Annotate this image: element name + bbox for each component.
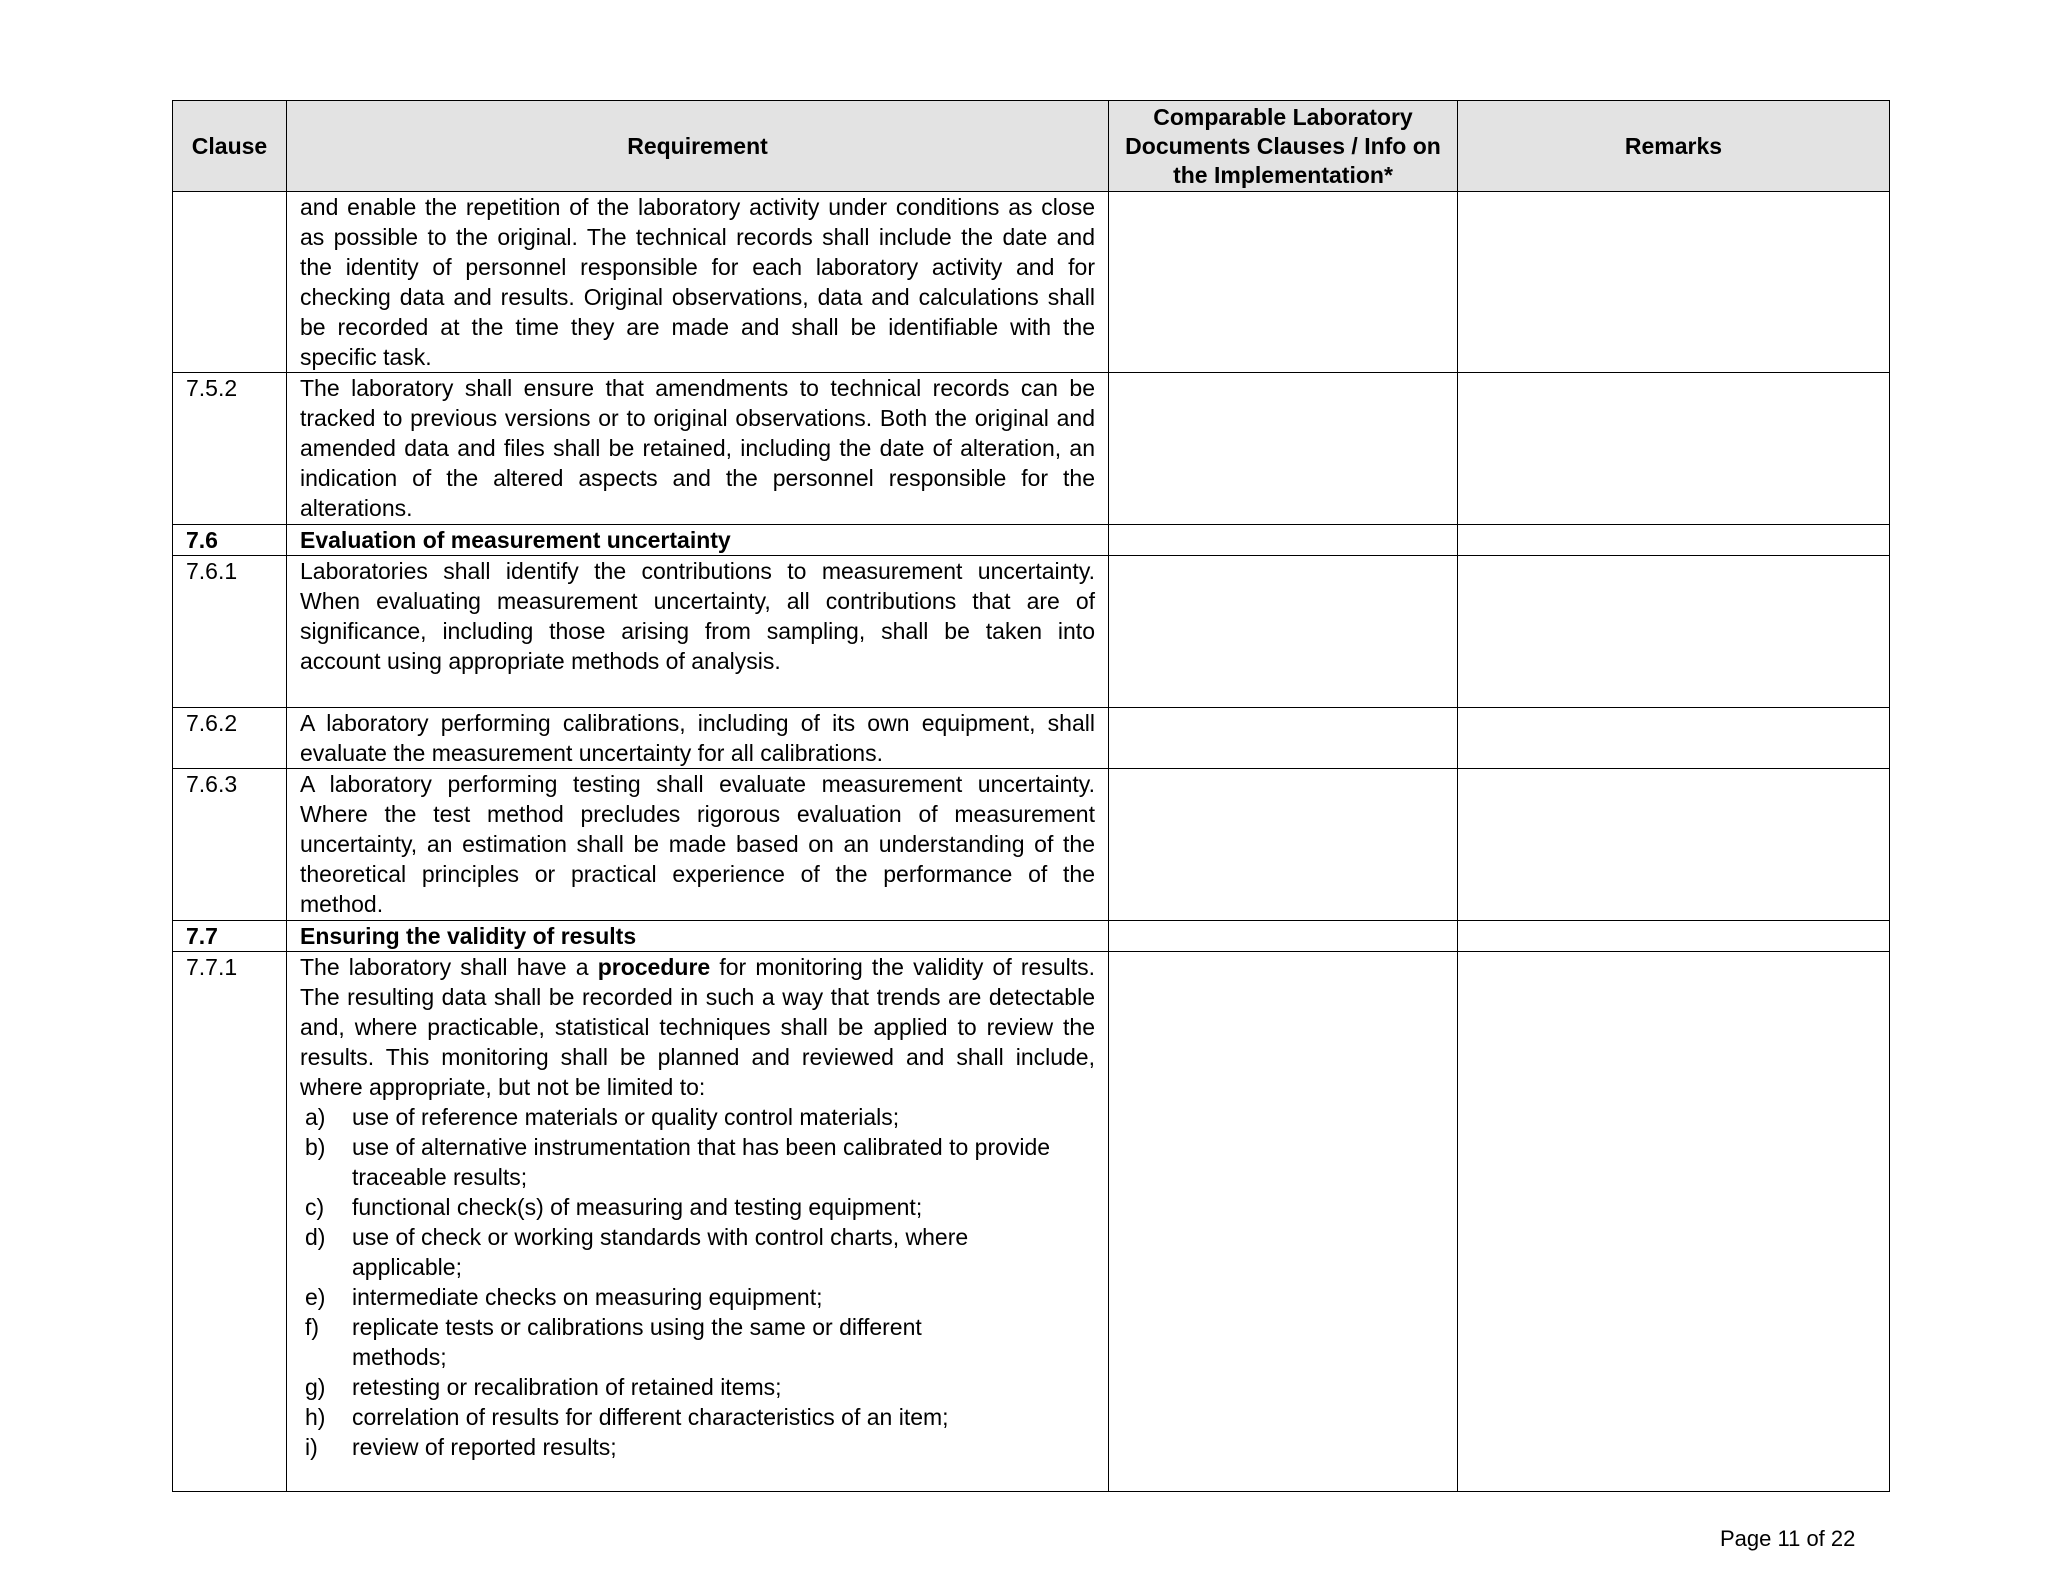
comparable-cell[interactable] (1109, 769, 1458, 921)
monitoring-methods-list (300, 1102, 1095, 1462)
list-marker: c) (305, 1194, 325, 1220)
list-item-text: replicate tests or calibrations using the same or different methods; (352, 1314, 922, 1370)
requirement-intro-end: for monitoring the validity of results. The resulting data shall be recorded in such a way that trends are detectable and, where practicable, statistical techniques shall be applied to review the results. This monitoring shall be planned and reviewed and shall include, where appropriate, but not be limited to: (300, 954, 1096, 1100)
list-item (300, 1132, 1095, 1192)
remarks-cell[interactable] (1458, 921, 1890, 952)
list-item (300, 1402, 1095, 1432)
table-row (173, 708, 1890, 769)
table-row (173, 373, 1890, 525)
list-marker: a) (305, 1104, 326, 1130)
clause-cell: 7.6.3 (173, 769, 287, 921)
list-item-text: use of reference materials or quality control materials; (352, 1104, 900, 1130)
list-item (300, 1282, 1095, 1312)
section-row (173, 525, 1890, 556)
procedure-keyword: procedure (597, 954, 711, 980)
remarks-cell[interactable] (1458, 192, 1890, 373)
list-item (300, 1372, 1095, 1402)
remarks-cell[interactable] (1458, 952, 1890, 1492)
table-row (173, 556, 1890, 708)
remarks-cell[interactable] (1458, 373, 1890, 525)
comparable-cell[interactable] (1109, 373, 1458, 525)
list-item (300, 1222, 1095, 1282)
list-item (300, 1432, 1095, 1462)
list-item-text: use of check or working standards with control charts, where applicable; (352, 1224, 969, 1280)
list-item-text: review of reported results; (352, 1434, 617, 1460)
table-row (173, 769, 1890, 921)
comparable-cell[interactable] (1109, 708, 1458, 769)
header-requirement: Requirement (287, 101, 1109, 192)
header-remarks: Remarks (1458, 101, 1890, 192)
list-item-text: retesting or recalibration of retained items; (352, 1374, 782, 1400)
remarks-cell[interactable] (1458, 708, 1890, 769)
list-item (300, 1312, 1095, 1372)
section-clause-cell: 7.6 (173, 525, 287, 556)
requirement-cell: The laboratory shall ensure that amendments to technical records can be tracked to previous versions or to original observations. Both the original and amended data and files shall be retained, including the date of alteration, an indication of the altered aspects and the personnel responsible for the alterations. (287, 373, 1109, 525)
requirement-cell: A laboratory performing testing shall evaluate measurement uncertainty. Where the test method precludes rigorous evaluation of measurement uncertainty, an estimation shall be made based on an understanding of the theoretical principles or practical experience of the performance of the method. (287, 769, 1109, 921)
remarks-cell[interactable] (1458, 769, 1890, 921)
comparable-cell[interactable] (1109, 921, 1458, 952)
table-row (173, 192, 1890, 373)
list-marker: i) (305, 1434, 318, 1460)
clause-cell: 7.6.2 (173, 708, 287, 769)
list-marker: e) (305, 1284, 326, 1310)
requirement-intro (300, 952, 1095, 1102)
comparable-cell[interactable] (1109, 556, 1458, 708)
header-comparable-documents: Comparable Laboratory Documents Clauses / Info on the Implementation* (1109, 101, 1458, 192)
list-marker: f) (305, 1314, 320, 1340)
clause-cell: 7.5.2 (173, 373, 287, 525)
list-marker: h) (305, 1404, 326, 1430)
header-clause: Clause (173, 101, 287, 192)
section-row (173, 921, 1890, 952)
section-title-cell: Ensuring the validity of results (287, 921, 1109, 952)
list-item-text: correlation of results for different characteristics of an item; (352, 1404, 949, 1430)
requirement-intro-start: The laboratory shall have a (300, 954, 589, 980)
section-title-cell: Evaluation of measurement uncertainty (287, 525, 1109, 556)
list-item-text: functional check(s) of measuring and testing equipment; (352, 1194, 923, 1220)
requirement-cell (287, 952, 1109, 1492)
requirement-cell: A laboratory performing calibrations, including of its own equipment, shall evaluate the measurement uncertainty for all calibrations. (287, 708, 1109, 769)
remarks-cell[interactable] (1458, 556, 1890, 708)
clause-cell (173, 192, 287, 373)
comparable-cell[interactable] (1109, 952, 1458, 1492)
list-item-text: use of alternative instrumentation that has been calibrated to provide traceable results; (352, 1134, 1051, 1190)
comparable-cell[interactable] (1109, 192, 1458, 373)
list-marker: b) (305, 1134, 326, 1160)
requirements-table (172, 100, 1890, 1492)
comparable-cell[interactable] (1109, 525, 1458, 556)
table-row (173, 952, 1890, 1492)
table-header-row (173, 101, 1890, 192)
remarks-cell[interactable] (1458, 525, 1890, 556)
page-number: Page 11 of 22 (1720, 1526, 1856, 1551)
list-item (300, 1192, 1095, 1222)
list-item (300, 1102, 1095, 1132)
list-marker: d) (305, 1224, 326, 1250)
list-item-text: intermediate checks on measuring equipment; (352, 1284, 823, 1310)
requirement-cell: Laboratories shall identify the contributions to measurement uncertainty. When evaluating measurement uncertainty, all contributions that are of significance, including those arising from sampling, shall be taken into account using appropriate methods of analysis. (287, 556, 1109, 708)
clause-cell: 7.6.1 (173, 556, 287, 708)
list-marker: g) (305, 1374, 326, 1400)
requirement-cell: and enable the repetition of the laboratory activity under conditions as close as possible to the original. The technical records shall include the date and the identity of personnel responsible for each laboratory activity and for checking data and results. Original observations, data and calculations shall be recorded at the time they are made and shall be identifiable with the specific task. (287, 192, 1109, 373)
clause-cell: 7.7.1 (173, 952, 287, 1492)
section-clause-cell: 7.7 (173, 921, 287, 952)
